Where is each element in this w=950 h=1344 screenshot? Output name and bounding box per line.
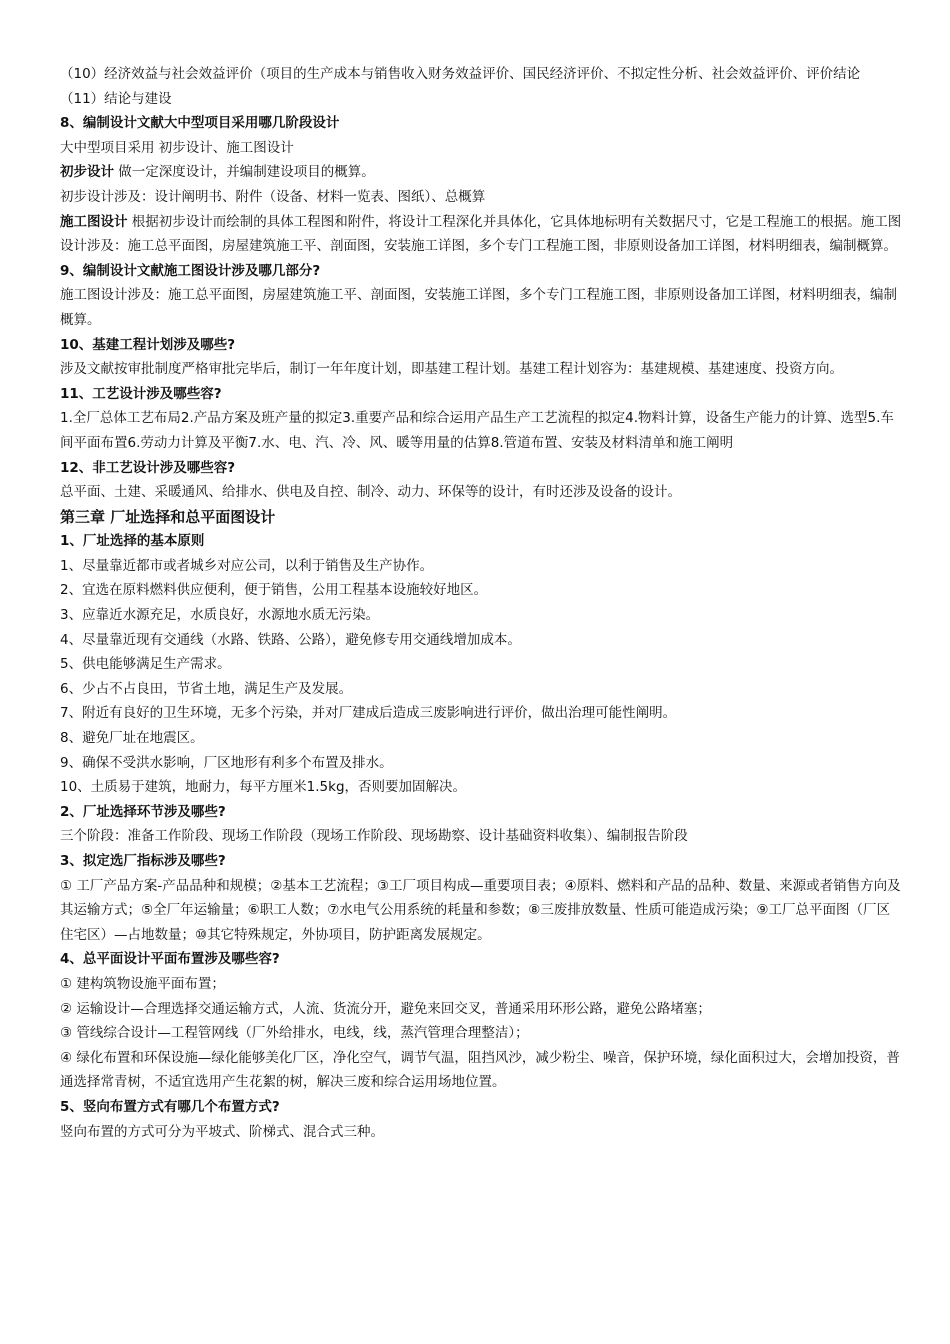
paragraph: 大中型项目采用 初步设计、施工图设计 (60, 139, 294, 156)
term-label: 施工图设计 (60, 213, 128, 230)
section-heading: 1、厂址选择的基本原则 (60, 533, 205, 550)
list-item: ① 建构筑物设施平面布置； (60, 975, 225, 992)
paragraph: 总平面、土建、采暖通风、给排水、供电及自控、制冷、动力、环保等的设计，有时还涉及设备的设计。 (60, 484, 681, 501)
document-body (60, 62, 902, 1144)
section-heading: 11、工艺设计涉及哪些容? (60, 385, 222, 402)
list-item: ④ 绿化布置和环保设施—绿化能够美化厂区，净化空气，调节气温，阻挡风沙，减少粉尘、噪音，保护环境，绿化面积过大，会增加投资，普通选择常青树，不适宜选用产生花絮的树，解决三废和综合运用场地位置。 (60, 1049, 900, 1091)
term-text: 根据初步设计而绘制的具体工程图和附件，将设计工程深化并具体化，它具体地标明有关数据尺寸，它是工程施工的根据。施工图设计涉及：施工总平面图，房屋建筑施工平、剖面图，安装施工详图，多个专门工程施工图，非原则设备加工详图，材料明细表，编制概算。 (60, 213, 902, 255)
paragraph: 1.全厂总体工艺布局2.产品方案及班产量的拟定3.重要产品和综合运用产品生产工艺流程的拟定4.物料计算，设备生产能力的计算、选型5.车间平面布置6.劳动力计算及平衡7.水、电、汽、冷、风、暖等用量的估算8.管道布置、安装及材料清单和施工阐明 (60, 410, 894, 451)
section-heading: 3、拟定选厂指标涉及哪些? (60, 853, 226, 869)
paragraph: ① 工厂产品方案-产品品种和规模；②基本工艺流程；③工厂项目构成—重要项目表；④原料、燃料和产品的品种、数量、来源或者销售方向及其运输方式；⑤全厂年运输量；⑥职工人数；⑦水电气公用系统的耗量和参数；⑧三废排放数量、性质可能造成污染；⑨工厂总平面图（厂区住宅区）—占地数量；⑩其它特殊规定，外协项目，防护距离发展规定。 (60, 877, 901, 943)
list-item: 4、尽量靠近现有交通线（水路、铁路、公路），避免修专用交通线增加成本。 (60, 631, 521, 648)
section-heading: 10、基建工程计划涉及哪些? (60, 336, 236, 353)
paragraph: （11）结论与建设 (60, 90, 172, 107)
section-heading: 2、厂址选择环节涉及哪些? (60, 803, 226, 820)
list-item: 7、附近有良好的卫生环境，无多个污染，并对厂建成后造成三废影响进行评价，做出治理可能性阐明。 (60, 705, 677, 722)
list-item: 3、应靠近水源充足，水质良好，水源地水质无污染。 (60, 607, 380, 624)
paragraph: 初步设计涉及：设计阐明书、附件（设备、材料一览表、图纸）、总概算 (60, 188, 486, 205)
paragraph: 施工图设计涉及：施工总平面图，房屋建筑施工平、剖面图，安装施工详图，多个专门工程施工图，非原则设备加工详图，材料明细表，编制概算。 (60, 287, 897, 328)
chapter-heading: 第三章 厂址选择和总平面图设计 (60, 507, 276, 526)
list-item: ② 运输设计—合理选择交通运输方式，人流、货流分开，避免来回交叉，普通采用环形公路，避免公路堵塞； (60, 1000, 711, 1017)
list-item: 2、宜选在原料燃料供应便利，便于销售，公用工程基本设施较好地区。 (60, 582, 488, 599)
paragraph (60, 160, 902, 185)
paragraph (60, 210, 902, 259)
list-item: 8、避免厂址在地震区。 (60, 730, 204, 747)
section-heading: 5、竖向布置方式有哪几个布置方式? (60, 1098, 280, 1115)
section-heading: 9、编制设计文献施工图设计涉及哪几部分? (60, 262, 321, 279)
list-item: 10、土质易于建筑，地耐力，每平方厘米1.5kg，否则要加固解决。 (60, 779, 467, 796)
paragraph: 竖向布置的方式可分为平坡式、阶梯式、混合式三种。 (60, 1123, 384, 1140)
section-heading: 8、编制设计文献大中型项目采用哪几阶段设计 (60, 115, 340, 132)
section-heading: 4、总平面设计平面布置涉及哪些容? (60, 951, 280, 968)
list-item: 5、供电能够满足生产需求。 (60, 656, 231, 673)
term-label: 初步设计 (60, 164, 114, 181)
section-heading: 12、非工艺设计涉及哪些容? (60, 459, 236, 476)
list-item: 9、确保不受洪水影响，厂区地形有利多个布置及排水。 (60, 754, 393, 771)
paragraph: （10）经济效益与社会效益评价（项目的生产成本与销售收入财务效益评价、国民经济评价、不拟定性分析、社会效益评价、评价结论 (60, 66, 861, 82)
term-text: 做一定深度设计，并编制建设项目的概算。 (114, 164, 375, 181)
paragraph: 三个阶段：准备工作阶段、现场工作阶段（现场工作阶段、现场勘察、设计基础资料收集）、编制报告阶段 (60, 828, 688, 845)
list-item: ③ 管线综合设计—工程管网线（厂外给排水，电线，线，蒸汽管理合理整洁）； (60, 1025, 529, 1042)
list-item: 1、尽量靠近都市或者城乡对应公司，以利于销售及生产协作。 (60, 557, 434, 574)
paragraph: 涉及文献按审批制度严格审批完毕后，制订一年年度计划，即基建工程计划。基建工程计划容为：基建规模、基建速度、投资方向。 (60, 361, 843, 378)
list-item: 6、少占不占良田，节省土地，满足生产及发展。 (60, 680, 353, 697)
